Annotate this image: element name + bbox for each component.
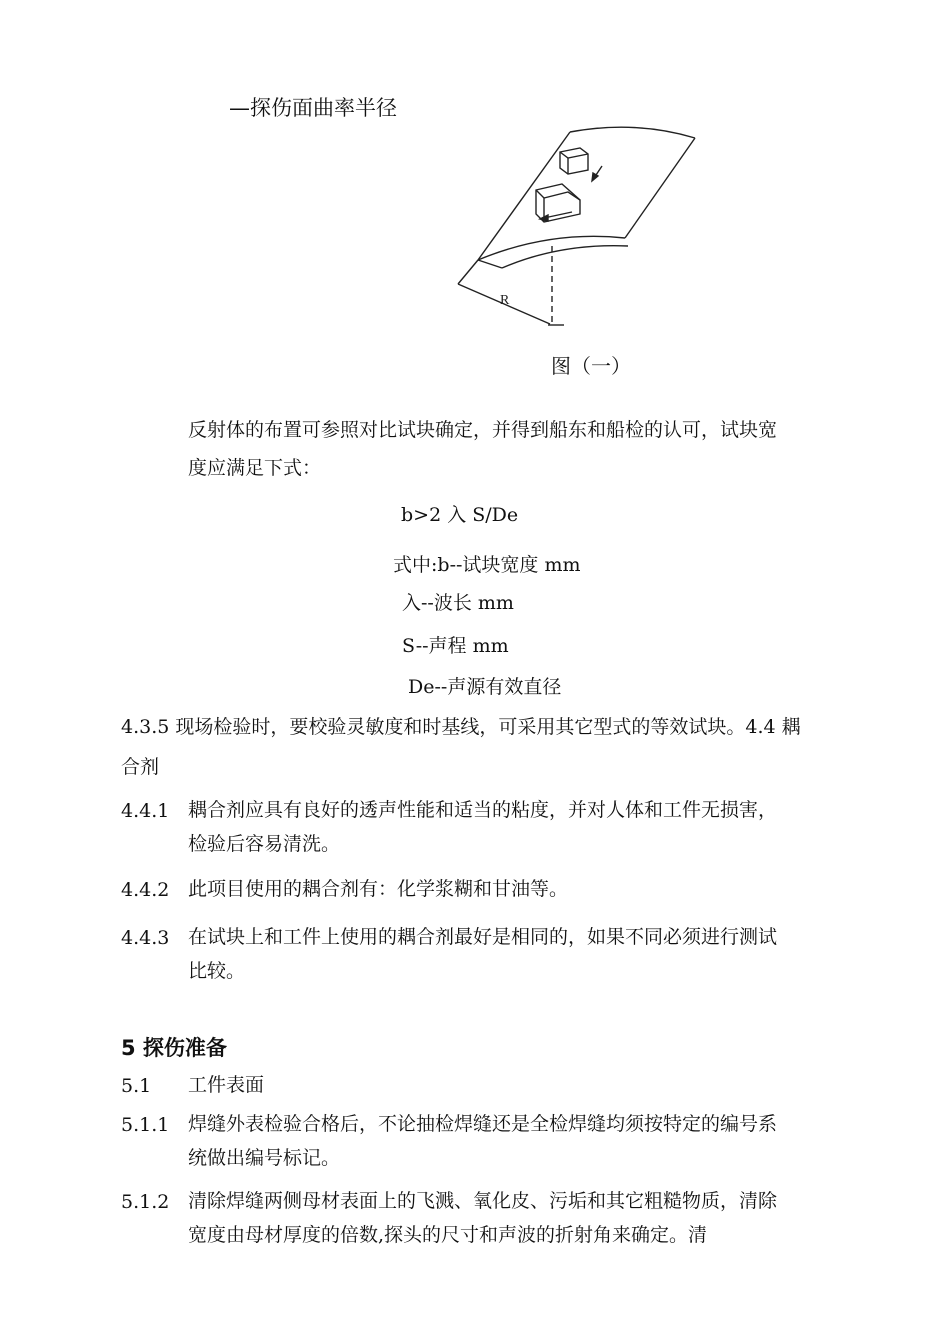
item-text: 检验后容易清洗。 bbox=[188, 833, 341, 855]
section-5-heading: 5 探伤准备 bbox=[121, 1036, 227, 1060]
item-number: 5.1.1 bbox=[121, 1114, 170, 1136]
section-4-3-5-line: 4.3.5 现场检验时，要校验灵敏度和时基线，可采用其它型式的等效试块。4.4 耦 bbox=[121, 716, 801, 738]
formula-definition: 式中:b--试块宽度 mm bbox=[393, 554, 581, 576]
probe-1-icon bbox=[560, 148, 588, 174]
figure-caption: 图（一） bbox=[551, 354, 631, 378]
item-number: 4.4.1 bbox=[121, 800, 170, 822]
item-number: 5.1.2 bbox=[121, 1191, 170, 1213]
item-number: 4.4.3 bbox=[121, 927, 170, 949]
probe-2-icon bbox=[536, 184, 580, 222]
item-number: 4.4.2 bbox=[121, 879, 170, 901]
figure-title: —探伤面曲率半径 bbox=[229, 96, 397, 120]
paragraph-line: 度应满足下式： bbox=[188, 457, 322, 479]
item-text: 比较。 bbox=[188, 960, 246, 982]
item-text: 耦合剂应具有良好的透声性能和适当的粘度，并对人体和工件无损害， bbox=[188, 799, 778, 821]
radius-label: R bbox=[500, 293, 510, 308]
curvature-diagram bbox=[440, 118, 710, 338]
formula-definition: De--声源有效直径 bbox=[408, 676, 562, 698]
formula-definition: 入--波长 mm bbox=[402, 592, 514, 614]
item-text: 清除焊缝两侧母材表面上的飞溅、氧化皮、污垢和其它粗糙物质，清除 bbox=[188, 1190, 778, 1212]
formula-definition: S--声程 mm bbox=[402, 635, 509, 657]
paragraph-line: 反射体的布置可参照对比试块确定，并得到船东和船检的认可，试块宽 bbox=[188, 419, 778, 441]
item-text: 统做出编号标记。 bbox=[188, 1147, 341, 1169]
item-text: 宽度由母材厚度的倍数,探头的尺寸和声波的折射角来确定。清 bbox=[188, 1224, 708, 1246]
item-number: 5.1 bbox=[121, 1075, 152, 1097]
item-text: 工件表面 bbox=[188, 1074, 265, 1096]
item-text: 焊缝外表检验合格后，不论抽检焊缝还是全检焊缝均须按特定的编号系 bbox=[188, 1113, 778, 1135]
item-text: 在试块上和工件上使用的耦合剂最好是相同的，如果不同必须进行测试 bbox=[188, 926, 778, 948]
section-4-3-5-line: 合剂 bbox=[121, 756, 160, 778]
formula-main: b>2 入 S/De bbox=[401, 504, 519, 526]
item-text: 此项目使用的耦合剂有：化学浆糊和甘油等。 bbox=[188, 878, 569, 900]
